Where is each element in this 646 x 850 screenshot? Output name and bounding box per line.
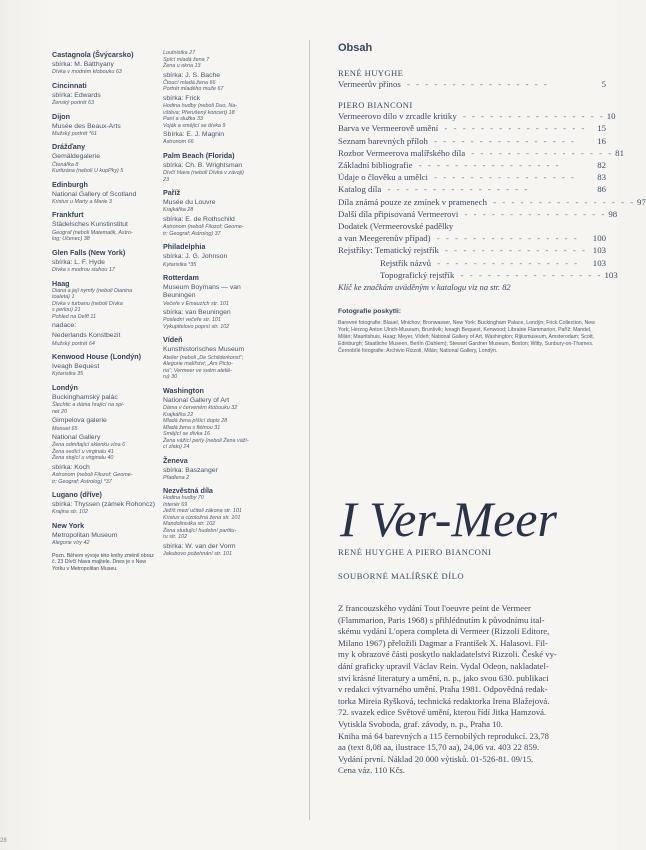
index-work: Dáma v červeném klobouku 32 [163, 405, 238, 412]
colophon-line: Z francouzského vydání Tout l'oeuvre peint de Vermeer [338, 603, 531, 613]
topographic-index-right [163, 50, 271, 558]
colophon-line: Kniha má 64 barevných a 115 černobílých reprodukcí. 23,78 [338, 730, 550, 741]
index-work: tr; Geograf; Astrolog) *37 [52, 478, 112, 485]
index-collection: Musée du Louvre [163, 199, 216, 207]
column-divider [309, 40, 310, 820]
colophon-line: ství krásné literatury a umění, n. p., jako svou 630. publikaci [338, 672, 549, 683]
index-work: Přadlena 2 [163, 474, 190, 481]
index-location: Philadelphia [163, 242, 206, 252]
toc-row-page: 82 [597, 160, 606, 171]
contents-title: Obsah [338, 42, 373, 54]
book-authors: RENÉ HUYGHE A PIERO BIANCONI [338, 547, 492, 557]
index-work: Žena sedící u virginalu 41 [52, 448, 114, 455]
colophon-line: dání graficky upravil Václav Rein. Vydal Odeon, nakladatel- [338, 660, 549, 671]
index-work: Dívka v modrém klobouku 63 [52, 69, 122, 76]
index-collection: nadace: [52, 322, 77, 330]
index-work: Diana a její nymfy (neboli Dianina [52, 287, 133, 294]
colophon-line: 72. svazek edice Světové umění, kterou řídí Jitka Hamzová. [338, 707, 547, 718]
index-location: Frankfurt [52, 210, 84, 220]
toc-row-title: Vermeerovo dílo v zrcadle kritiky [338, 111, 457, 122]
colophon-line: v redakci výtvarného umění. Praha 1981. Odpovědná redak- [338, 684, 548, 695]
index-location: Palm Beach (Florida) [163, 150, 235, 160]
signature-text: I Ver-Meer [340, 491, 557, 547]
toc-row [338, 269, 618, 281]
index-location: Londýn [52, 382, 78, 392]
toc-row [338, 110, 616, 122]
index-work: Loutnistka 27 [163, 50, 196, 56]
index-collection: sbírka: Koch [52, 463, 90, 471]
toc-leader-dots: ‑ ‑ ‑ ‑ ‑ ‑ ‑ ‑ ‑ ‑ ‑ ‑ ‑ ‑ ‑ ‑ [432, 233, 579, 244]
toc-row-title: Údaje o člověku a umělci [338, 172, 428, 183]
index-work: Alegorie víry 42 [52, 540, 90, 547]
toc-author: RENÉ HUYGHE [338, 68, 404, 78]
table-of-contents [338, 68, 646, 281]
toc-row [338, 232, 606, 244]
index-work: Mladá žena píšící dopis 28 [163, 418, 228, 425]
index-work: Dívka v turbanu (neboli Dívka [52, 300, 123, 307]
index-collection: Buckinghamský palác [52, 393, 118, 401]
index-work: Žena u okna 13 [163, 63, 201, 69]
colophon-line: Milano 1967) přeložili Dagmar a František X. Halasovi. Fil- [338, 637, 548, 648]
index-location: Haag [52, 278, 70, 288]
index-collection: sbírka: E. de Rothschild [163, 215, 235, 223]
index-work: vštěva; Přerušený koncert) 18 [163, 109, 235, 116]
toc-row-page: 103 [592, 257, 606, 268]
toc-leader-dots: ‑ ‑ ‑ ‑ ‑ ‑ ‑ ‑ ‑ ‑ ‑ ‑ ‑ ‑ ‑ ‑ [460, 208, 607, 219]
toc-row-title: Barva ve Vermeerově umění [338, 123, 439, 134]
index-work: ru str. 102 [163, 534, 188, 541]
toc-row [338, 122, 606, 134]
index-work: Dívčí hlava (neboli Dívka v závoji) [163, 170, 244, 177]
index-work: Čtenářka 8 [52, 161, 79, 168]
toc-row-title: Dodatek (Vermeerovské padělky [338, 221, 454, 232]
toc-row-title: a van Meegerenův případ) [338, 233, 431, 244]
index-location: Paříž [163, 188, 181, 198]
toc-row [338, 135, 606, 147]
colophon-line: aa (text 8,08 aa, ilustrace 15,70 aa), 24,06 va. 403 22 859. [338, 742, 540, 753]
index-work: Paní a služka 33 [163, 116, 203, 123]
index-location: Nezvěstná díla [163, 486, 213, 496]
toc-row-title: Rejstříky: Tematický rejstřík [338, 245, 439, 256]
index-work: Mužský portrét *61 [52, 130, 97, 137]
toc-row-page: 98 [608, 208, 618, 219]
toc-leader-dots: ‑ ‑ ‑ ‑ ‑ ‑ ‑ ‑ ‑ ‑ ‑ ‑ ‑ ‑ ‑ ‑ [414, 160, 561, 171]
index-collection: sbírka: Thyssen (zámek Rohoncz) [52, 501, 155, 509]
index-location: Washington [163, 385, 204, 395]
index-work: Žena vážící perly (neboli Žena váží- [163, 437, 249, 444]
index-work: Astronom (neboli Filozof; Geome- [52, 472, 133, 479]
toc-row-page: 97 [637, 196, 646, 207]
index-work: tr; Geograf; Astrolog) 37 [163, 230, 221, 237]
index-work: Žena studující hudební partitu- [163, 527, 237, 534]
index-work: Mužský portrét 64 [52, 340, 95, 347]
toc-row-page: 100 [592, 233, 606, 244]
toc-row [338, 171, 606, 183]
index-work: Menuet 65 [52, 425, 78, 432]
index-work: Kristus u Marty a Marie 3 [52, 198, 112, 205]
index-collection: sbírka: L. F. Hyde [52, 258, 105, 266]
index-work: net 20 [52, 408, 67, 415]
index-work: Ježíš mezi učiteli zákona str. 101 [163, 508, 242, 515]
toc-leader-dots: ‑ ‑ ‑ ‑ ‑ ‑ ‑ ‑ ‑ ‑ ‑ ‑ ‑ ‑ ‑ ‑ [383, 184, 530, 195]
index-location: Rotterdam [163, 273, 199, 283]
colophon-line: (Flammarion, Paris 1968) s přihlédnutím k původnímu ital- [338, 614, 545, 625]
index-collection: National Gallery of Art [163, 396, 230, 404]
toc-row [338, 78, 606, 90]
colophon-line: my k obrazové části poskytlo nakladatelství Rizzoli. České vy- [338, 649, 557, 660]
index-collection: sbírka: M. Batthyany [52, 61, 114, 68]
index-work: ru) 30 [163, 374, 178, 381]
toc-leader-dots: ‑ ‑ ‑ ‑ ‑ ‑ ‑ ‑ ‑ ‑ ‑ ‑ ‑ ‑ ‑ ‑ [440, 245, 587, 256]
toc-row-title: Topografický rejstřík [380, 269, 455, 280]
index-work: Žena odmítající sklenku vína 6 [52, 442, 126, 449]
index-location: Cincinnati [52, 80, 87, 90]
index-work: Interiér 69 [163, 501, 188, 508]
toc-row-title: Rozbor Vermeerova malířského díla [338, 147, 466, 158]
toc-leader-dots: ‑ ‑ ‑ ‑ ‑ ‑ ‑ ‑ ‑ ‑ ‑ ‑ ‑ ‑ ‑ ‑ [458, 111, 605, 122]
index-work: Spící mladá žena 7 [163, 56, 210, 63]
index-location: Dijon [52, 111, 70, 121]
toc-row [338, 159, 606, 171]
toc-row-page: 83 [597, 172, 606, 183]
index-work: Hodina hudby (neboli Duo, Na- [163, 103, 238, 110]
index-work: Krajkářka 22 [163, 411, 194, 418]
index-collection: National Gallery of Scotland [52, 190, 137, 198]
toc-author: PIERO BIANCONI [338, 100, 413, 111]
toc-row-page: 81 [615, 147, 624, 158]
index-collection: Gimpelova galerie [52, 417, 107, 425]
index-work: Voják a smějící se dívka 9 [163, 122, 226, 129]
photo-credits-text: Barevné fotografie: Blauel, Mnichov; Bronwasser, New York; Buckingham Palace, Londýn; Frick Collection, New York; Herzog Anton Ulrich-Museum, Brunšvik; Iveagh Bequest, Kenwood; Librairie Flammarion, Paříž; Mandel, Milán; Mauritshuis, Haag; Meyer, Vídeň; National Gallery of Art, Washington; Rijksmuseum, Amsterodam; Scott, Edinburgh; Staatliche Museen, Berlín (Dahlem); Stewart Gardner Museum, Boston; Witty, Sunbury-on-Thames. Černobílé fotografie: Archivio Rizzoli, Milán; National Gallery, Londýn. [338, 320, 595, 355]
index-work: Smějící se dívka 16 [163, 431, 211, 438]
index-work: Šlechtic a dáma hrající na spi- [52, 402, 125, 409]
index-work: Kristus a cizoložná žena str. 101 [163, 514, 241, 521]
index-location: Kenwood House (Londýn) [52, 352, 142, 362]
toc-row [338, 196, 646, 208]
colophon-line: torka Mireia Ryšková, technická redaktorka Irena Blažejová. [338, 695, 550, 706]
colophon [338, 603, 606, 777]
index-work: Hodina hudby 70 [163, 495, 204, 502]
index-collection: Metropolitan Museum [52, 531, 118, 539]
photo-credits-title: Fotografie poskytli: [338, 308, 402, 316]
index-work: Krajina str. 102 [52, 509, 89, 516]
index-location: Castagnola (Švýcarsko) [52, 50, 134, 59]
topographic-index-left [52, 50, 157, 573]
index-location: Vídeň [163, 335, 183, 345]
index-work: Astronom 66 [163, 139, 194, 146]
toc-leader-dots: ‑ ‑ ‑ ‑ ‑ ‑ ‑ ‑ ‑ ‑ ‑ ‑ ‑ ‑ ‑ ‑ [429, 135, 576, 146]
index-collection: Städelsches Kunstinstitut [52, 221, 128, 229]
index-collection: sbírka: van Beuningen [163, 309, 231, 317]
book-series: SOUBORNÉ MALÍŘSKÉ DÍLO [338, 571, 465, 581]
toc-row-title: Katalog díla [338, 184, 382, 195]
index-collection: Iveagh Bequest [52, 363, 100, 371]
toc-leader-dots: ‑ ‑ ‑ ‑ ‑ ‑ ‑ ‑ ‑ ‑ ‑ ‑ ‑ ‑ ‑ ‑ [433, 257, 580, 268]
index-work: toaleta) 1 [52, 294, 75, 301]
toc-row-page: 5 [601, 79, 606, 89]
toc-row-page: 86 [597, 184, 606, 195]
toc-row [338, 220, 606, 232]
index-work: Jakubovo požehnání str. 101 [163, 551, 233, 558]
index-work: Ženský portrét 63 [52, 100, 94, 107]
contents-panel [338, 42, 646, 356]
toc-row-title: Díla známá pouze ze zmínek v pramenech [338, 196, 487, 207]
index-work: cí zlato) 24 [163, 444, 190, 451]
index-collection: sbírka: J. G. Johnson [163, 253, 228, 261]
index-work: log; Učenec) 38 [52, 236, 90, 243]
index-location: New York [52, 520, 85, 530]
toc-leader-dots: ‑ ‑ ‑ ‑ ‑ ‑ ‑ ‑ ‑ ‑ ‑ ‑ ‑ ‑ ‑ ‑ [429, 172, 576, 183]
colophon-line: Vydání první. Náklad 20 000 výtisků. 01-526-81. 09/15. [338, 753, 534, 764]
index-work: 23 [163, 176, 169, 183]
index-work: Portrét mladého muže 67 [163, 86, 224, 93]
index-collection: Nederlands Konstbezit [52, 332, 121, 340]
index-collection: Kunsthistorisches Museum [163, 346, 245, 354]
toc-leader-dots: ‑ ‑ ‑ ‑ ‑ ‑ ‑ ‑ ‑ ‑ ‑ ‑ ‑ ‑ ‑ ‑ [488, 196, 636, 207]
index-work: Dívka s modrou stuhou 17 [52, 267, 115, 274]
toc-row-title: Základní bibliografie [338, 160, 413, 171]
index-work: Vykupitelovo poprsí str. 102 [163, 323, 230, 330]
index-collection: Museum Boymans — van Beuningen [163, 284, 241, 300]
index-work: Krajkářka 28 [163, 207, 194, 214]
index-location: Edinburgh [52, 179, 88, 189]
index-work: Kytaristka 35 [52, 371, 84, 378]
index-work: Mladá žena s flétnou 31 [163, 424, 221, 431]
index-collection: sbírka: Baszanger [163, 466, 218, 474]
toc-row-title: Další díla připisovaná Vermeerovi [338, 208, 459, 219]
index-work: Poslední večeře str. 101 [163, 317, 221, 324]
page-edge-marks [0, 0, 8, 850]
index-collection: Gemäldegalerie [52, 153, 100, 161]
index-work: Žena stojící u virginalu 40 [52, 455, 114, 462]
index-location: Glen Falls (New York) [52, 247, 126, 257]
toc-row-page: 15 [597, 123, 606, 134]
index-work: Pohled na Delft 11 [52, 313, 96, 320]
index-collection: sbírka: J. S. Bache [163, 71, 221, 79]
toc-leader-dots: ‑ ‑ ‑ ‑ ‑ ‑ ‑ ‑ ‑ ‑ ‑ ‑ ‑ ‑ ‑ ‑ [402, 79, 549, 89]
toc-row-page: 16 [597, 135, 606, 146]
index-collection: National Gallery [52, 434, 101, 442]
toc-row [338, 244, 606, 256]
toc-row-page: 10 [606, 111, 616, 122]
toc-leader-dots: ‑ ‑ ‑ ‑ ‑ ‑ ‑ ‑ ‑ ‑ ‑ ‑ ‑ ‑ ‑ ‑ [456, 269, 603, 280]
index-work: s perlou) 21 [52, 307, 81, 314]
toc-row [338, 147, 624, 159]
index-location: Lugano (dříve) [52, 490, 102, 500]
index-work: Mandolinistka str. 102 [163, 521, 216, 528]
toc-row-page: 103 [604, 269, 618, 280]
colophon-line: skému vydání L'opera completa di Vermeer (Rizzoli Editore, [338, 626, 550, 637]
index-collection: sbírka: Edwards [52, 91, 101, 99]
toc-row [338, 257, 606, 269]
index-collection: Musée des Beaux-Arts [52, 122, 121, 130]
colophon-line: Cena váz. 110 Kčs. [338, 765, 405, 776]
index-location: Ženeva [163, 455, 188, 465]
toc-leader-dots: ‑ ‑ ‑ ‑ ‑ ‑ ‑ ‑ ‑ ‑ ‑ ‑ ‑ ‑ ‑ ‑ [440, 123, 587, 134]
index-collection: Sbírka: E. J. Magnin [163, 131, 225, 139]
index-work: Kurtizána (neboli U kupPky) 5 [52, 168, 124, 175]
page-number: 28 [0, 838, 7, 844]
toc-row-title: Vermeerův přínos [338, 79, 401, 89]
vermeer-signature-logo [338, 490, 583, 550]
index-work: Večeře v Emauzích str. 101 [163, 300, 229, 307]
index-collection: sbírka: W. van der Vorm [163, 542, 236, 550]
index-collection: sbírka: Ch. B. Wrightsman [163, 161, 243, 169]
index-work: Atelier (neboli „De Schilderkonst“; [163, 354, 244, 361]
catalog-key-note: Klíč ke značkám uváděným v katalogu viz na str. 82 [338, 283, 511, 293]
index-work: Kytaristka *35 [163, 261, 197, 268]
toc-row [338, 208, 618, 220]
index-location: Drážďany [52, 142, 86, 152]
index-work: Geograf (neboli Matematik, Astro- [52, 229, 133, 236]
toc-row-title: Rejstřík názvů [380, 257, 432, 268]
toc-row [338, 183, 606, 195]
toc-row-page: 103 [592, 245, 606, 256]
index-work: Astronom (neboli Filozof; Geome- [163, 224, 244, 231]
colophon-line: Vytiskla Svoboda, graf. závody, n. p., Praha 10. [338, 718, 503, 729]
index-work: Alegorie malířství; „Ars Picto- [163, 361, 233, 368]
index-work: Čtoucí mladá žena 66 [163, 79, 216, 86]
index-collection: sbírka: Frick [163, 94, 201, 102]
toc-leader-dots: ‑ ‑ ‑ ‑ ‑ ‑ ‑ ‑ ‑ ‑ ‑ ‑ ‑ ‑ ‑ ‑ [467, 147, 614, 158]
index-note: Pozn. Během vývoje této knihy změnil obraz č. 23 Dívčí hlava majitele. Dnes je v New Yorku v Metropolitan Museu. [52, 552, 154, 572]
index-work: ria“; Vermeer ve svém ateliě- [163, 367, 232, 374]
toc-row-title: Seznam barevných příloh [338, 135, 428, 146]
